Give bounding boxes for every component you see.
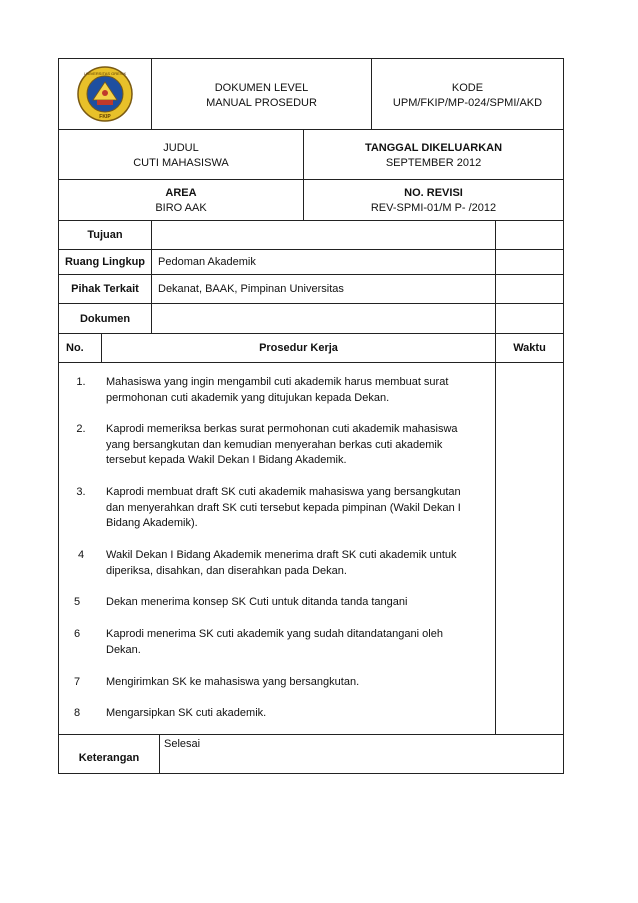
step-text: Kaprodi menerima SK cuti akademik yang sudah ditandatangani oleh Dekan. xyxy=(106,628,443,656)
ruang-lingkup-value-cell xyxy=(151,249,496,275)
keterangan-value-cell xyxy=(159,734,564,774)
pihak-terkait-label: Pihak Terkait xyxy=(71,283,139,295)
ruang-lingkup-value: Pedoman Akademik xyxy=(158,256,256,268)
area-label: AREA xyxy=(165,187,197,199)
step-number: 7 xyxy=(73,676,81,688)
area-value: BIRO AAK xyxy=(155,202,207,214)
col-waktu-cell xyxy=(495,333,564,363)
ruang-lingkup-label-cell xyxy=(58,249,152,275)
kode-cell xyxy=(371,58,564,130)
revisi-cell xyxy=(303,179,564,221)
col-waktu-header: Waktu xyxy=(513,342,546,354)
dokumen-extra-cell xyxy=(495,303,564,334)
step-number: 5 xyxy=(73,596,81,608)
step-text: Mengirimkan SK ke mahasiswa yang bersangkutan. xyxy=(106,676,360,688)
logo-cell xyxy=(58,58,152,130)
tujuan-extra-cell xyxy=(495,220,564,250)
dokumen-label-cell xyxy=(58,303,152,334)
step-text: Dekan menerima konsep SK Cuti untuk ditanda tanda tangani xyxy=(106,596,408,608)
tanggal-value: SEPTEMBER 2012 xyxy=(385,157,482,169)
ruang-lingkup-label: Ruang Lingkup xyxy=(64,256,146,268)
kode-label: KODE xyxy=(451,82,484,94)
step-number: 1. xyxy=(76,376,86,388)
keterangan-value: Selesai xyxy=(164,738,201,750)
step-number: 3. xyxy=(76,486,86,498)
col-prosedur-cell xyxy=(101,333,496,363)
area-cell xyxy=(58,179,304,221)
logo-text-top: UNIVERSITAS GRESIK xyxy=(83,71,127,76)
revisi-label: NO. REVISI xyxy=(404,187,463,199)
judul-value: CUTI MAHASISWA xyxy=(133,157,229,169)
pihak-terkait-extra-cell xyxy=(495,274,564,304)
tanggal-label: TANGGAL DIKELUARKAN xyxy=(364,142,503,154)
step-text: Kaprodi memeriksa berkas surat permohonan cuti akademik mahasiswa yang bersangkutan dan kemudian menyerahan berkas cuti akademik tersebut kepada Wakil Dekan I Bidang Akademik. xyxy=(106,423,458,466)
step-number: 4 xyxy=(77,549,85,561)
dokumen-value-cell xyxy=(151,303,496,334)
revisi-value: REV-SPMI-01/M P- /2012 xyxy=(370,202,497,214)
steps-list xyxy=(58,362,496,735)
step-number: 6 xyxy=(73,628,81,640)
step-text: Mengarsipkan SK cuti akademik. xyxy=(106,707,267,719)
ruang-lingkup-extra-cell xyxy=(495,249,564,275)
pihak-terkait-value-cell xyxy=(151,274,496,304)
keterangan-label-cell xyxy=(58,734,160,774)
tujuan-label-cell xyxy=(58,220,152,250)
keterangan-label: Keterangan xyxy=(78,752,140,764)
step-number: 8 xyxy=(73,707,81,719)
tujuan-label: Tujuan xyxy=(87,229,123,241)
logo-text-bottom: FKIP xyxy=(99,114,111,120)
col-no-cell xyxy=(58,333,102,363)
steps-waktu-cell xyxy=(495,362,564,735)
dokumen-level-cell xyxy=(151,58,372,130)
step-text: Wakil Dekan I Bidang Akademik menerima draft SK cuti akademik untuk diperiksa, disahkan, dan diserahkan pada Dekan. xyxy=(106,549,457,577)
step-text: Mahasiswa yang ingin mengambil cuti akademik harus membuat surat permohonan cuti akademik yang ditujukan kepada Dekan. xyxy=(106,376,449,404)
col-prosedur-header: Prosedur Kerja xyxy=(259,342,338,354)
university-seal-logo xyxy=(75,66,135,122)
col-no-header: No. xyxy=(66,342,84,354)
dokumen-label: Dokumen xyxy=(79,313,131,325)
judul-label: JUDUL xyxy=(163,142,199,154)
judul-cell xyxy=(58,129,304,180)
kode-value: UPM/FKIP/MP-024/SPMI/AKD xyxy=(392,97,543,109)
step-text: Kaprodi membuat draft SK cuti akademik mahasiswa yang bersangkutan dan menyerahkan draft SK cuti tersebut kepada pimpinan (Wakil Dekan I Bidang Akademik). xyxy=(106,486,461,529)
pihak-terkait-value: Dekanat, BAAK, Pimpinan Universitas xyxy=(158,283,344,295)
tujuan-value-cell xyxy=(151,220,496,250)
pihak-terkait-label-cell xyxy=(58,274,152,304)
dokumen-level-label: DOKUMEN LEVEL xyxy=(214,82,309,94)
step-number: 2. xyxy=(76,423,86,435)
tanggal-cell xyxy=(303,129,564,180)
dokumen-level-value: MANUAL PROSEDUR xyxy=(206,97,317,109)
